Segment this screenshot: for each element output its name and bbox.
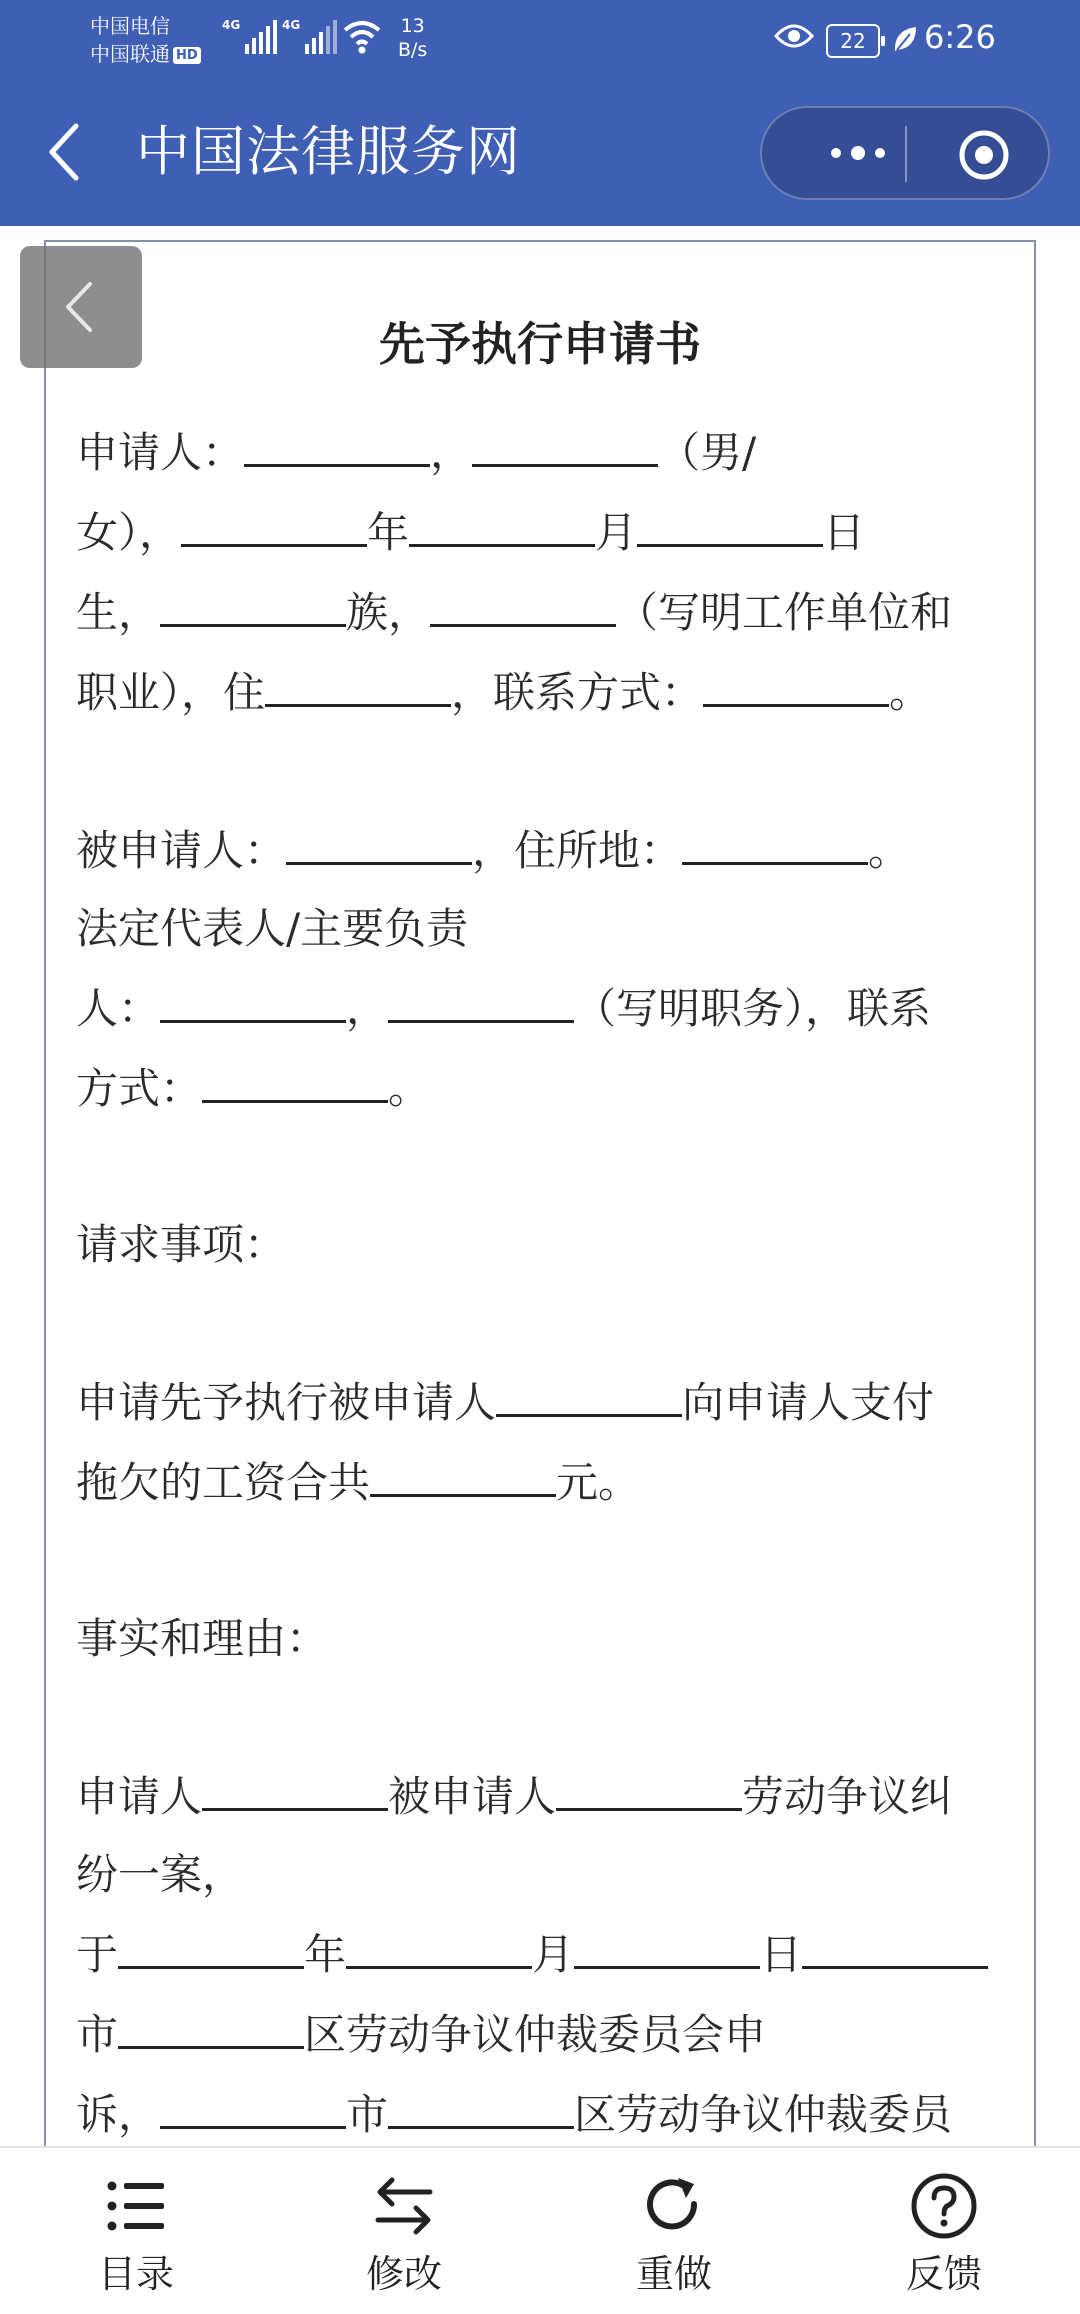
redo-icon: [574, 2170, 774, 2242]
fill-in-blank: [181, 492, 367, 547]
fill-in-blank: [409, 492, 595, 547]
fill-in-blank: [346, 1914, 532, 1969]
document-text: 被申请人：: [76, 826, 287, 875]
fill-in-blank: [160, 968, 346, 1023]
capsule-divider: [905, 126, 907, 182]
document-line: [76, 968, 1004, 1048]
bottom-nav: [0, 2146, 1080, 2314]
document-text: 职业），住: [76, 668, 266, 717]
fill-in-blank: [118, 1994, 304, 2049]
document-line: [76, 810, 1004, 890]
nav-item-edit[interactable]: [304, 2170, 504, 2300]
fill-in-blank: [388, 2074, 574, 2129]
document-text: 人：: [76, 984, 161, 1033]
title-bar: [0, 80, 1080, 226]
network-speed: [398, 14, 427, 62]
back-button[interactable]: [44, 120, 84, 188]
fill-in-blank: [286, 810, 472, 865]
top-bar: [0, 0, 1080, 226]
fill-in-blank: [265, 652, 451, 707]
document-text: ，: [430, 428, 473, 477]
fill-in-blank: [802, 1914, 988, 1969]
document-line: [76, 1994, 1004, 2074]
document-text: 区劳动争议仲裁委员会申: [304, 2010, 767, 2059]
document-line: [76, 572, 1004, 652]
document-text: 申请人: [76, 1772, 203, 1821]
document-text: 向申请人支付: [682, 1378, 935, 1427]
chevron-left-icon: [44, 120, 84, 184]
fill-in-blank: [637, 492, 823, 547]
document-text: （男/: [658, 428, 757, 477]
document-text: 族，: [346, 588, 431, 637]
document-text: 申请人：: [76, 428, 245, 477]
page-title: 中国法律服务网: [136, 120, 521, 183]
document-line: [76, 1756, 1004, 1836]
hd-badge: HD: [173, 47, 201, 64]
fill-in-blank: [574, 1914, 760, 1969]
document-body: [76, 412, 1004, 2234]
nav-label: 重做: [635, 2252, 712, 2296]
fill-in-blank: [202, 1048, 388, 1103]
wifi-icon: [342, 16, 382, 60]
close-target-icon[interactable]: [958, 129, 1010, 185]
document-text: 纷一案，: [76, 1850, 245, 1899]
fill-in-blank: [160, 572, 346, 627]
document-text: ，: [346, 984, 389, 1033]
nav-item-catalog[interactable]: [36, 2170, 236, 2300]
document-text: 被申请人: [388, 1772, 557, 1821]
document-text: 法定代表人/主要负责: [76, 904, 469, 953]
network-type-2: 4G: [282, 18, 301, 32]
document-text: 请求事项：: [76, 1220, 287, 1269]
document-text: ，联系方式：: [451, 668, 704, 717]
document-text: 区劳动争议仲裁委员: [574, 2090, 953, 2139]
document-line: [76, 1914, 1004, 1994]
document-line: [76, 1522, 1004, 1600]
document-text: 月: [532, 1930, 575, 1979]
document-line: [76, 1678, 1004, 1756]
fill-in-blank: [430, 572, 616, 627]
fill-in-blank: [556, 1756, 742, 1811]
document-text: 女），: [76, 508, 182, 557]
document-line: [76, 1442, 1004, 1522]
document-text: （写明工作单位和: [616, 588, 953, 637]
mini-program-capsule: [760, 106, 1050, 200]
carrier-1: 中国电信: [90, 14, 170, 38]
nav-label: 目录: [97, 2252, 174, 2296]
document-line: [76, 1362, 1004, 1442]
fill-in-blank: [118, 1914, 304, 1969]
document-text: 拖欠的工资合共: [76, 1458, 371, 1507]
document-text: 市: [346, 2090, 389, 2139]
chevron-left-icon: [60, 280, 100, 334]
fill-in-blank: [472, 412, 658, 467]
document-line: [76, 1128, 1004, 1206]
document-text: 。: [889, 668, 932, 717]
document-title: 先予执行申请书: [379, 317, 701, 371]
fill-in-blank: [160, 2074, 346, 2129]
document-text: 月: [595, 508, 638, 557]
clock: 6:26: [924, 18, 996, 56]
nav-item-redo[interactable]: [574, 2170, 774, 2300]
document-text: 生，: [76, 588, 161, 637]
document-text: 日: [823, 508, 866, 557]
document-text: 于: [76, 1930, 119, 1979]
fill-in-blank: [388, 968, 574, 1023]
document-text: 申请先予执行被申请人: [76, 1378, 497, 1427]
document-text: （写明职务），联系: [574, 984, 932, 1033]
document-text: 元。: [556, 1458, 641, 1507]
more-button[interactable]: [802, 128, 914, 178]
fill-in-blank: [244, 412, 430, 467]
speed-value: 13: [400, 15, 425, 37]
document-text: 方式：: [76, 1064, 203, 1113]
document-line: [76, 732, 1004, 810]
fill-in-blank: [703, 652, 889, 707]
network-type-1: 4G: [222, 18, 241, 32]
signal-icon: [222, 18, 277, 54]
document-line: [76, 890, 1004, 968]
eye-icon: [774, 22, 814, 54]
document-line: [76, 412, 1004, 492]
swap-arrows-icon: [304, 2170, 504, 2242]
battery-icon: 22: [826, 24, 880, 58]
document-text: 事实和理由：: [76, 1614, 329, 1663]
document-text: 日: [760, 1930, 803, 1979]
document-line: [76, 1284, 1004, 1362]
document-text: 。: [868, 826, 911, 875]
carrier-2: 中国联通: [90, 42, 170, 66]
document-text: 诉，: [76, 2090, 161, 2139]
document-line: [76, 1836, 1004, 1914]
help-icon: [844, 2170, 1044, 2242]
document-text: 劳动争议纠: [742, 1772, 953, 1821]
document-line: [76, 1600, 1004, 1678]
fill-in-blank: [202, 1756, 388, 1811]
document-text: 年: [367, 508, 410, 557]
list-icon: [36, 2170, 236, 2242]
fill-in-blank: [370, 1442, 556, 1497]
document-text: 市: [76, 2010, 119, 2059]
status-bar: [0, 0, 1080, 80]
document-line: [76, 1206, 1004, 1284]
fill-in-blank: [496, 1362, 682, 1417]
document-line: [76, 1048, 1004, 1128]
document-text: 。: [388, 1064, 431, 1113]
signal-icon: [282, 18, 337, 54]
document-line: [76, 492, 1004, 572]
document-line: [76, 2074, 1004, 2154]
document-line: [76, 652, 1004, 732]
nav-item-feedback[interactable]: [844, 2170, 1044, 2300]
nav-label: 反馈: [905, 2252, 982, 2296]
speed-unit: B/s: [398, 39, 428, 61]
document-text: ，住所地：: [472, 826, 683, 875]
floating-back-button[interactable]: [20, 246, 142, 368]
fill-in-blank: [682, 810, 868, 865]
nav-label: 修改: [365, 2252, 442, 2296]
document-text: 年: [304, 1930, 347, 1979]
leaf-icon: [892, 24, 918, 58]
carrier-info: [90, 12, 201, 68]
